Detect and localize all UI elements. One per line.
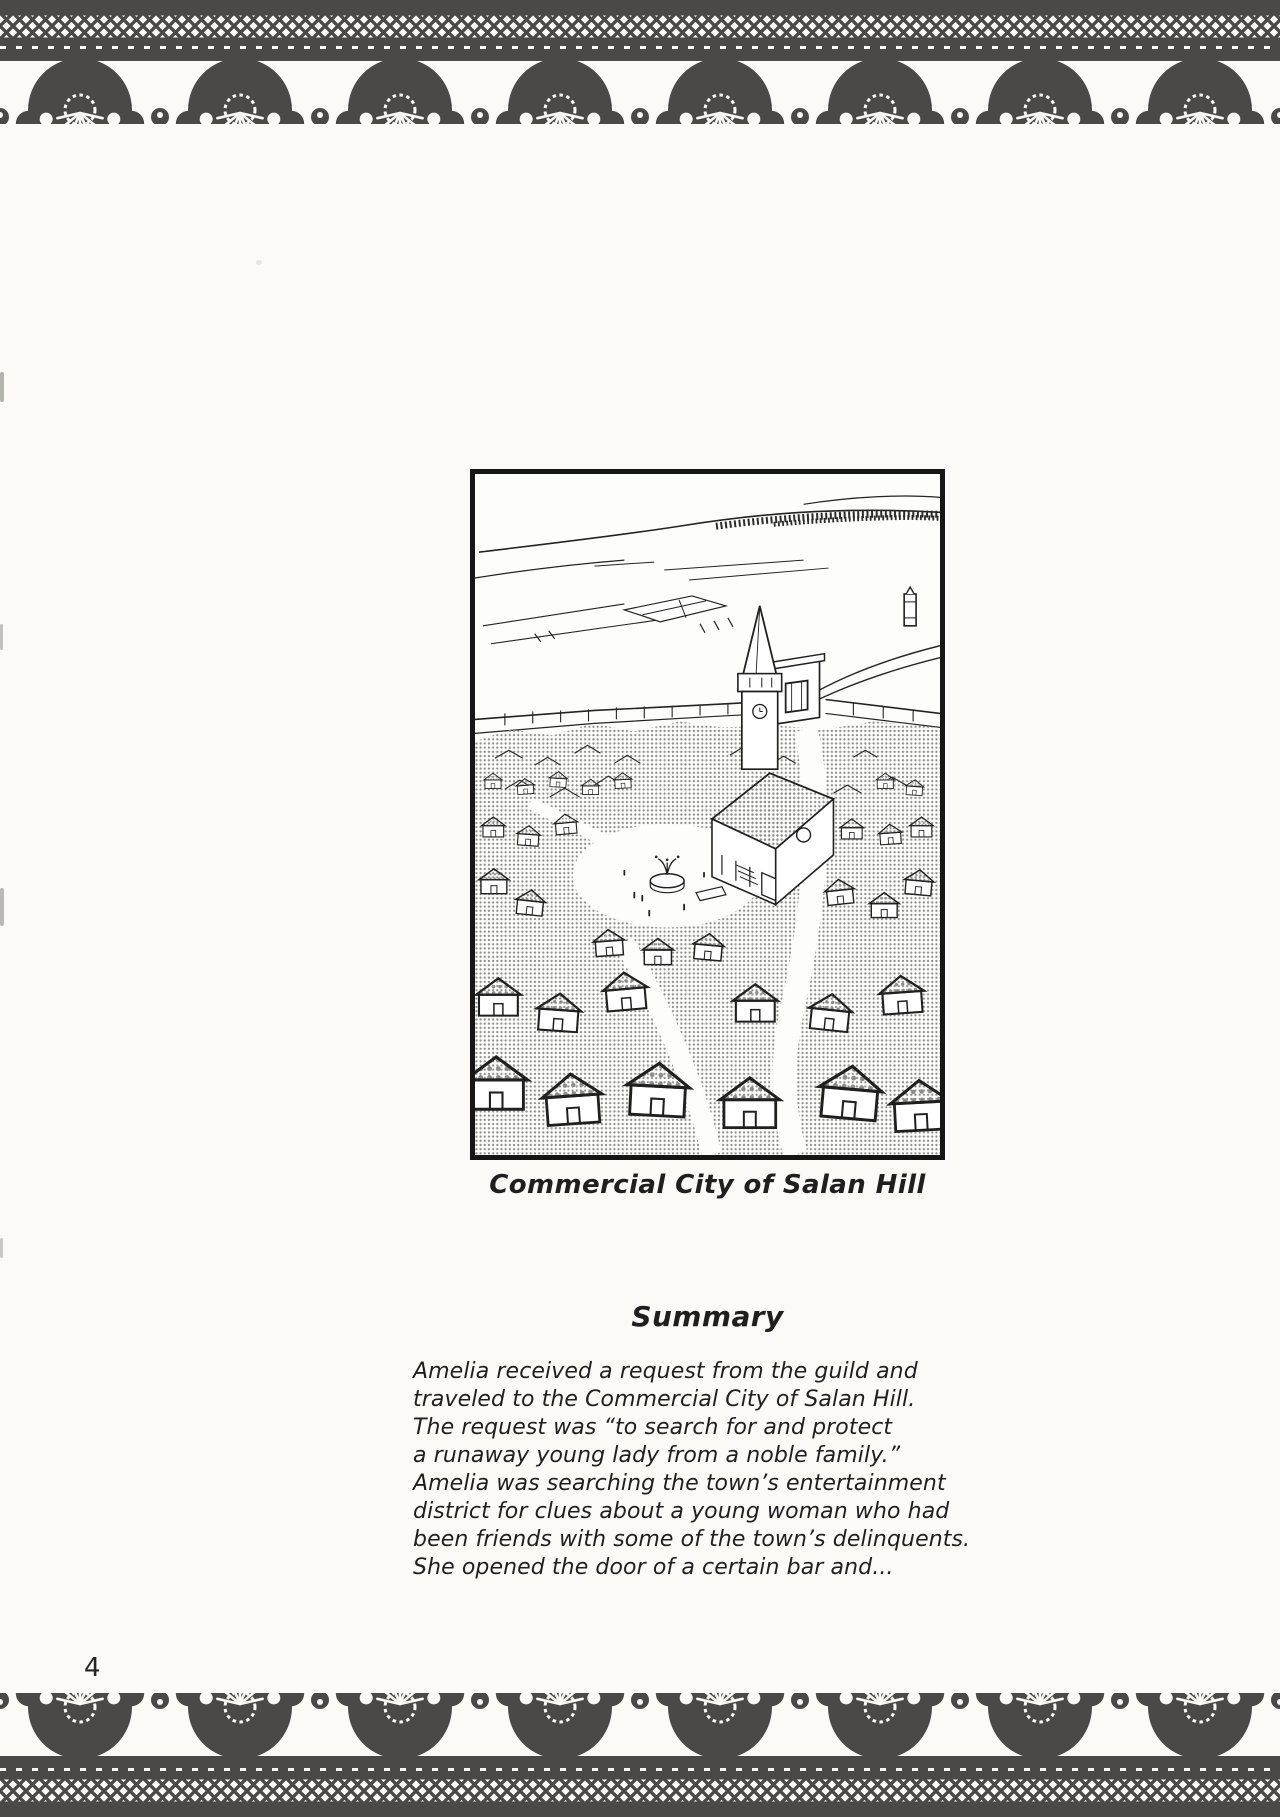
page-number: 4: [84, 1653, 101, 1683]
illustration-frame: [470, 469, 945, 1160]
summary-line: The request was “to search for and protect: [413, 1415, 893, 1440]
summary-line: Amelia was searching the town’s entertainment: [413, 1471, 946, 1496]
summary-line: a runaway young lady from a noble family.”: [413, 1443, 901, 1468]
scan-artifact: [0, 372, 4, 402]
summary-line: traveled to the Commercial City of Salan Hill.: [413, 1387, 916, 1412]
lace-border-top: [0, 0, 1280, 124]
summary-line: district for clues about a young woman who had: [413, 1499, 950, 1524]
illustration-caption: Commercial City of Salan Hill: [489, 1170, 926, 1200]
scan-artifact: [0, 624, 3, 650]
scan-artifact: [256, 260, 262, 265]
summary-line: Amelia received a request from the guild and: [413, 1359, 918, 1384]
scan-artifact: [0, 1238, 3, 1258]
lace-border-bottom: [0, 1693, 1280, 1817]
scan-artifact: [0, 888, 4, 926]
summary-line: She opened the door of a certain bar and...: [413, 1555, 894, 1580]
summary-heading: Summary: [631, 1300, 784, 1333]
summary-paragraph: [413, 1358, 973, 1582]
town-illustration: [475, 474, 940, 1155]
summary-line: been friends with some of the town’s delinquents.: [413, 1527, 971, 1552]
